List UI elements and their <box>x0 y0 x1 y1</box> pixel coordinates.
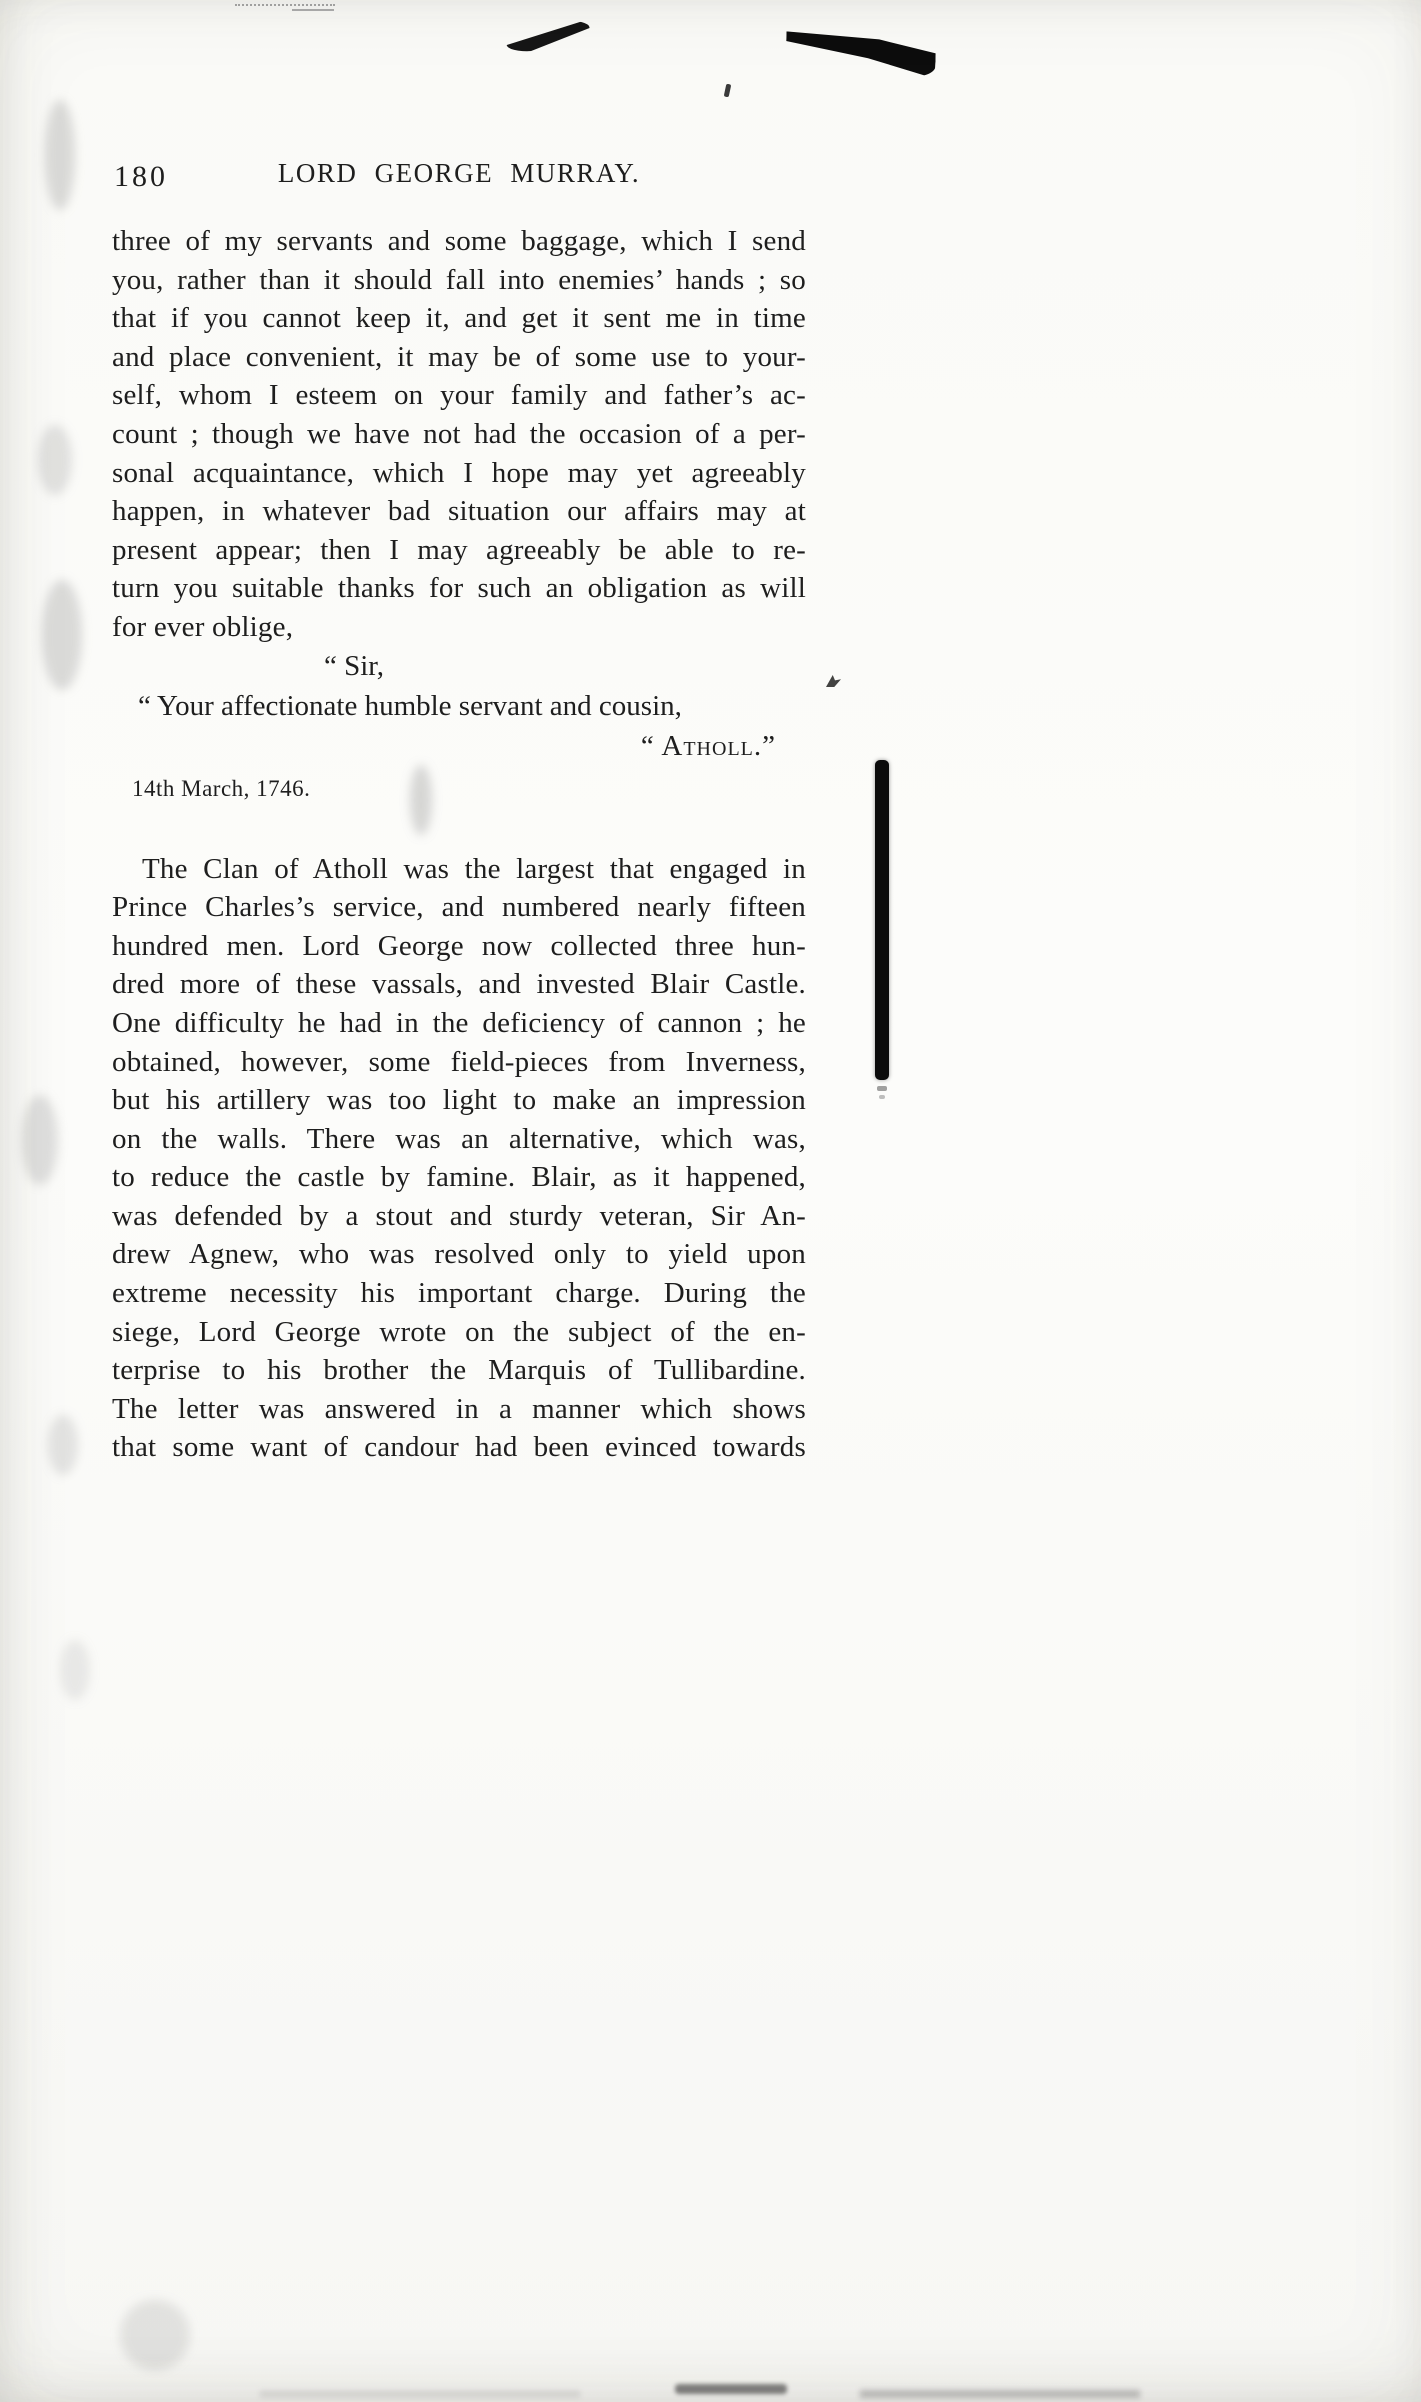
scan-artifact-mark <box>826 675 841 687</box>
letter-body-paragraph <box>112 222 806 647</box>
text-line: count ; though we have not had the occasion of a per- <box>112 417 806 450</box>
page-number: 180 <box>114 160 168 193</box>
text-line: that some want of candour had been evinced towards <box>112 1431 806 1464</box>
text-line: The letter was answered in a manner which shows <box>112 1392 806 1425</box>
text-line: present appear; then I may agreeably be able to re- <box>112 533 806 566</box>
text-line: One difficulty he had in the deficiency of cannon ; he <box>112 1006 806 1039</box>
body-paragraph <box>112 850 806 1468</box>
scan-artifact-bar-tail <box>877 1086 887 1091</box>
scan-artifact-tick <box>724 84 732 98</box>
text-line: siege, Lord George wrote on the subject of the en- <box>112 1315 806 1348</box>
scan-artifact-vertical-bar <box>875 760 889 1080</box>
text-line: and place convenient, it may be of some use to your- <box>112 340 806 373</box>
text-line: to reduce the castle by famine. Blair, as it happened, <box>112 1161 806 1194</box>
scan-artifact-ink-swoosh-small <box>505 19 591 53</box>
scan-artifact-ink-swoosh-large <box>785 13 937 78</box>
text-line: The Clan of Atholl was the largest that engaged in <box>142 852 806 885</box>
scan-smudge <box>42 580 82 690</box>
text-line: three of my servants and some baggage, which I send <box>112 225 806 257</box>
scan-artifact-bottom-mark <box>675 2384 787 2394</box>
text-line: on the walls. There was an alternative, which was, <box>112 1122 806 1155</box>
scan-smudge <box>120 2300 190 2370</box>
scan-smudge <box>48 1415 78 1475</box>
text-block <box>112 158 806 1467</box>
text-line: hundred men. Lord George now collected three hun- <box>112 929 806 962</box>
scan-smudge <box>22 1095 58 1185</box>
text-line: turn you suitable thanks for such an obligation as will <box>112 572 806 605</box>
text-line: Prince Charles’s service, and numbered nearly fifteen <box>112 891 806 924</box>
running-title: LORD GEORGE MURRAY. <box>277 158 641 188</box>
text-line: self, whom I esteem on your family and father’s ac- <box>112 379 806 412</box>
letter-signoff-atholl: “ Atholl.” <box>640 729 776 762</box>
text-line: you, rather than it should fall into enemies’ hands ; so <box>112 263 806 296</box>
text-line: that if you cannot keep it, and get it sent me in time <box>112 302 806 335</box>
scan-smudge <box>38 425 72 495</box>
letter-salutation-sir: “ Sir, <box>324 649 385 682</box>
scan-artifact-dotted-line <box>235 4 335 6</box>
letter-date: 14th March, 1746. <box>132 775 311 801</box>
scan-artifact-bottom-band <box>860 2390 1140 2398</box>
scan-artifact-bottom-faint <box>260 2391 580 2397</box>
scan-smudge <box>60 1640 90 1700</box>
text-line: dred more of these vassals, and invested Blair Castle. <box>112 968 806 1001</box>
text-line: but his artillery was too light to make an impression <box>112 1084 806 1117</box>
text-line: drew Agnew, who was resolved only to yield upon <box>112 1238 806 1271</box>
scan-smudge <box>45 100 75 210</box>
scan-artifact-bar-tail <box>879 1095 885 1099</box>
scan-artifact-dash <box>292 9 334 11</box>
text-line: sonal acquaintance, which I hope may yet agreeably <box>112 456 806 489</box>
text-line: extreme necessity his important charge. During the <box>112 1277 806 1310</box>
text-line: was defended by a stout and sturdy veteran, Sir An- <box>112 1199 806 1232</box>
text-line: happen, in whatever bad situation our affairs may at <box>112 495 806 528</box>
text-line: terprise to his brother the Marquis of Tullibardine. <box>112 1354 806 1387</box>
text-line: obtained, however, some field-pieces from Inverness, <box>112 1045 806 1078</box>
page-header <box>112 158 806 200</box>
text-line: for ever oblige, <box>112 610 294 643</box>
letter-signature-line: “ Your affectionate humble servant and cousin, <box>138 689 682 722</box>
